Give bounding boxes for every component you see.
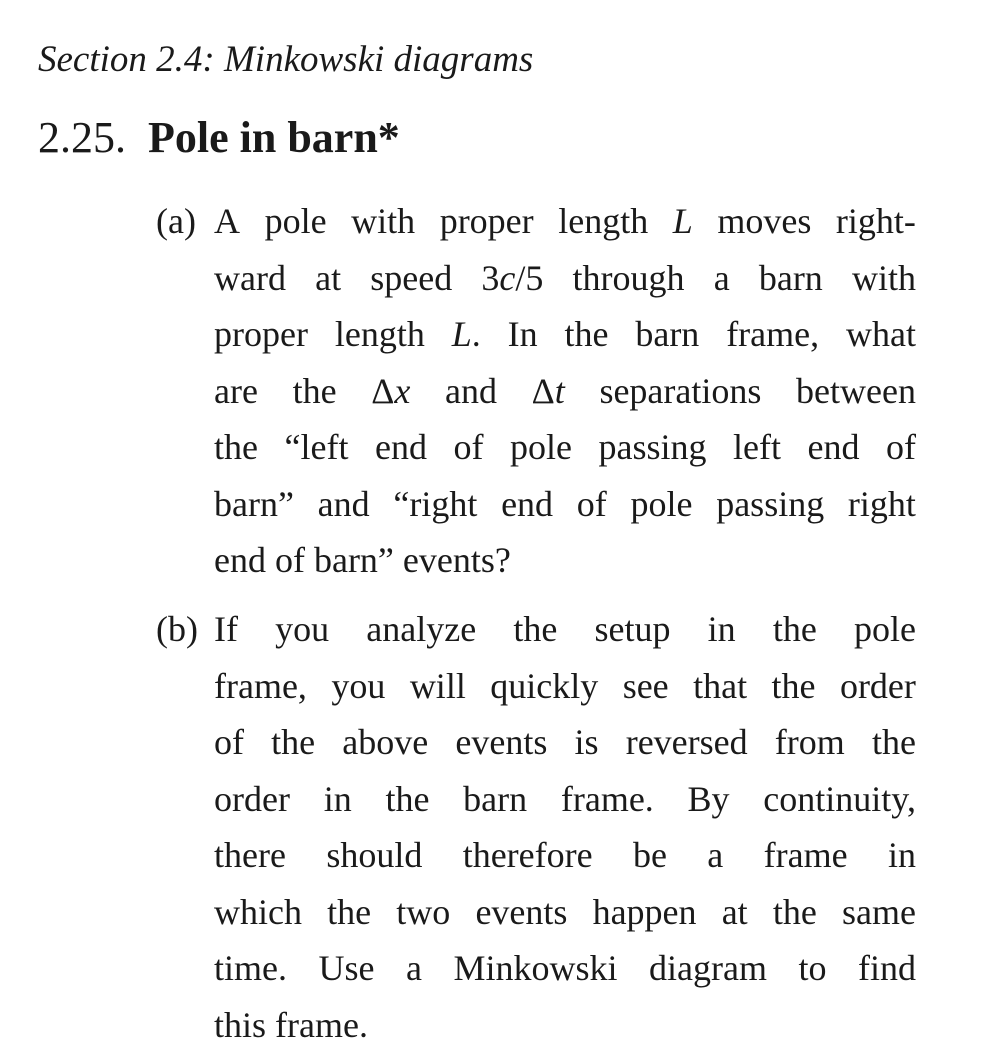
part-b (156, 601, 916, 1053)
text-line: proper length L. In the barn frame, what (214, 314, 916, 354)
text-line: which the two events happen at the same (214, 891, 916, 932)
part-a-text (214, 193, 916, 589)
text-line: this frame. (214, 1004, 368, 1045)
text-line: A pole with proper length L moves right- (214, 201, 916, 241)
part-a-label: (a) (156, 201, 196, 241)
text-line: there should therefore be a frame in (214, 835, 916, 875)
part-b-label: (b) (156, 609, 198, 649)
text-line: end of barn” events? (214, 540, 511, 580)
text-line: ward at speed 3c/5 through a barn with (214, 257, 916, 298)
text-line: barn” and “right end of pole passing right (214, 483, 916, 524)
text-line: are the Δx and Δt separations between (214, 370, 916, 411)
problem-title (38, 112, 400, 164)
section-header: Section 2.4: Minkowski diagrams (38, 39, 534, 80)
text-line: If you analyze the setup in the pole (214, 609, 916, 649)
problem-number: 2.25. (38, 113, 126, 162)
text-line: of the above events is reversed from the (214, 722, 916, 762)
text-line: time. Use a Minkowski diagram to find (214, 948, 916, 988)
text-line: the “left end of pole passing left end of (214, 427, 916, 467)
problem-name: Pole in barn* (148, 113, 400, 162)
part-b-text (214, 601, 916, 1053)
part-a (156, 193, 916, 589)
text-line: order in the barn frame. By continuity, (214, 778, 916, 819)
text-line: frame, you will quickly see that the order (214, 665, 916, 706)
